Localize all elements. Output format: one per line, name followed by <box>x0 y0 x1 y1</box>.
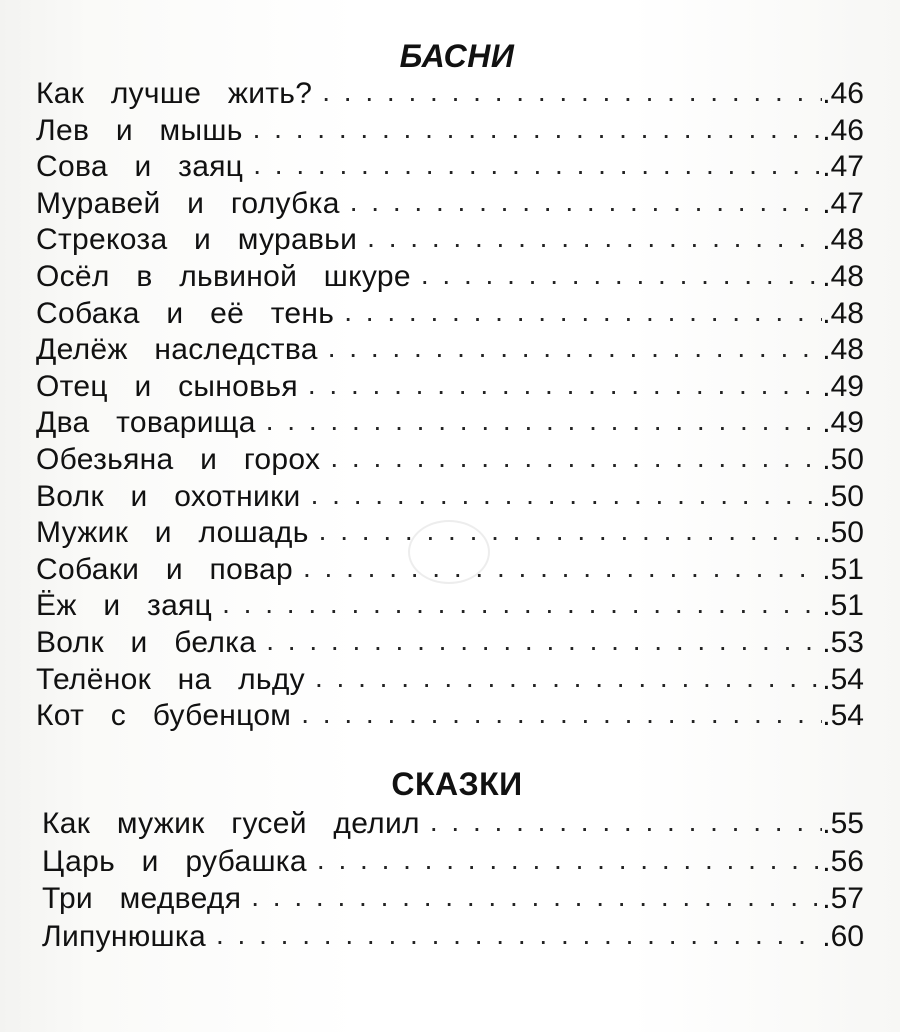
toc-entry[interactable] <box>36 698 864 735</box>
dot-leader <box>266 623 822 659</box>
toc-entry[interactable] <box>36 222 864 259</box>
toc-entry[interactable] <box>42 806 864 844</box>
entry-page-number: .47 <box>822 150 864 184</box>
dot-leader <box>251 879 822 915</box>
dot-leader <box>344 294 822 330</box>
toc-entry[interactable] <box>36 369 864 406</box>
toc-entry[interactable] <box>36 442 864 479</box>
entry-page-number: .53 <box>822 625 864 659</box>
dot-leader <box>311 477 823 513</box>
entry-title: Отец и сыновья <box>36 369 298 403</box>
entry-title: Стрекоза и муравьи <box>36 223 358 257</box>
entry-page-number: .57 <box>822 882 864 915</box>
toc-entry[interactable] <box>36 588 864 625</box>
entry-title: Два товарища <box>36 406 256 440</box>
dot-leader <box>308 367 822 403</box>
toc-entry[interactable] <box>36 405 864 442</box>
entry-title: Муравей и голубка <box>36 186 340 220</box>
entry-page-number: .49 <box>822 406 864 440</box>
dot-leader <box>367 220 822 256</box>
entry-title: Осёл в львиной шкуре <box>36 259 411 293</box>
toc-entry[interactable] <box>36 625 864 662</box>
toc-entry[interactable] <box>36 296 864 333</box>
entry-page-number: .50 <box>822 442 864 476</box>
dot-leader <box>253 111 823 147</box>
entry-page-number: .48 <box>822 296 864 330</box>
toc-entry[interactable] <box>36 332 864 369</box>
toc-entry[interactable] <box>36 259 864 296</box>
dot-leader <box>421 257 822 293</box>
dot-leader <box>322 74 822 110</box>
entry-page-number: .47 <box>822 186 864 220</box>
entry-title: Волк и белка <box>36 625 257 659</box>
entry-title: Делёж наследства <box>36 333 318 367</box>
entry-title: Телёнок на льду <box>36 662 305 696</box>
toc-entry[interactable] <box>36 515 864 552</box>
toc-entry[interactable] <box>42 844 864 882</box>
toc-entry[interactable] <box>36 552 864 589</box>
dot-leader <box>315 660 822 696</box>
dot-leader <box>330 440 822 476</box>
dot-leader <box>328 330 823 366</box>
section-title-fables: БАСНИ <box>399 38 515 74</box>
toc-entry[interactable] <box>42 919 864 957</box>
dot-leader <box>301 696 822 732</box>
toc-entry[interactable] <box>42 881 864 919</box>
entry-page-number: .48 <box>822 223 864 257</box>
entry-page-number: .46 <box>822 113 864 147</box>
dot-leader <box>266 403 823 439</box>
entry-page-number: .56 <box>822 844 864 878</box>
entry-page-number: .50 <box>822 479 864 513</box>
dot-leader <box>303 550 822 586</box>
dot-leader <box>222 586 822 622</box>
entry-page-number: .60 <box>822 919 864 953</box>
toc-tales-list <box>42 806 864 956</box>
section-title-tales: СКАЗКИ <box>391 766 523 802</box>
entry-title: Ёж и заяц <box>36 589 213 623</box>
entry-title: Липунюшка <box>42 919 206 953</box>
entry-page-number: .51 <box>822 552 864 586</box>
entry-page-number: .48 <box>822 259 864 293</box>
entry-title: Как мужик гусей делил <box>42 807 420 840</box>
dot-leader <box>319 513 823 549</box>
entry-title: Как лучше жить? <box>36 77 313 110</box>
entry-page-number: .54 <box>822 699 864 733</box>
entry-title: Обезьяна и горох <box>36 442 321 476</box>
dot-leader <box>350 184 823 220</box>
entry-title: Кот с бубенцом <box>36 699 292 733</box>
entry-title: Мужик и лошадь <box>36 516 309 550</box>
toc-entry[interactable] <box>36 186 864 223</box>
entry-page-number: .55 <box>822 807 864 840</box>
toc-entry[interactable] <box>36 113 864 150</box>
entry-page-number: .46 <box>822 77 864 110</box>
entry-page-number: .49 <box>822 369 864 403</box>
dot-leader <box>253 147 822 183</box>
entry-page-number: .51 <box>822 589 864 623</box>
dot-leader <box>216 917 822 953</box>
entry-title: Волк и охотники <box>36 479 301 513</box>
entry-title: Собака и её тень <box>36 296 335 330</box>
entry-page-number: .48 <box>822 333 864 367</box>
dot-leader <box>317 842 822 878</box>
entry-title: Собаки и повар <box>36 552 293 586</box>
toc-entry[interactable] <box>36 149 864 186</box>
entry-title: Сова и заяц <box>36 150 244 184</box>
entry-title: Лев и мышь <box>36 113 243 147</box>
toc-entry[interactable] <box>36 76 864 113</box>
dot-leader <box>430 804 822 840</box>
entry-page-number: .50 <box>822 516 864 550</box>
entry-page-number: .54 <box>822 662 864 696</box>
entry-title: Царь и рубашка <box>42 844 307 878</box>
entry-title: Три медведя <box>42 882 242 915</box>
toc-entry[interactable] <box>36 479 864 516</box>
toc-entry[interactable] <box>36 662 864 699</box>
toc-fables-list <box>36 76 864 735</box>
